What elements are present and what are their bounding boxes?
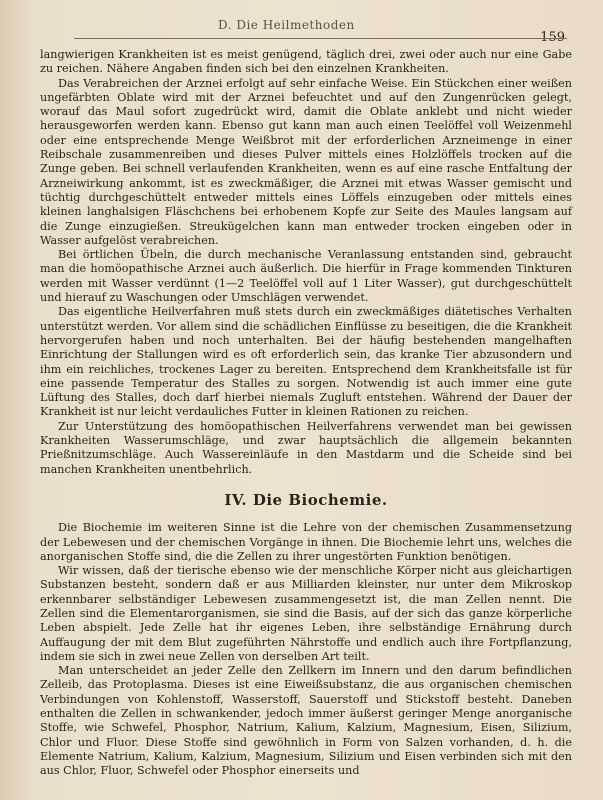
- page-body: [40, 48, 572, 779]
- paragraph: Man unterscheidet an jeder Zelle den Zellkern im Innern und den darum befindlichen Zelleib, das Protoplasma. Dieses ist eine Eiweißsubstanz, die aus organischen chemischen Verbindungen von Kohlenstoff, Wasserstoff, Sauerstoff und Stickstoff besteht. Daneben enthalten die Zellen in schwankender, jedoch immer äußerst geringer Menge anorganische Stoffe, wie Schwefel, Phosphor, Natrium, Kalium, Kalzium, Magnesium, Eisen, Silizium, Chlor und Fluor. Diese Stoffe sind gewöhnlich in Form von Salzen vorhanden, d. h. die Elemente Natrium, Kalium, Kalzium, Magnesium, Silizium und Eisen verbinden sich mit den aus Chlor, Fluor, Schwefel oder Phosphor einerseits und: [40, 664, 572, 778]
- paragraph: langwierigen Krankheiten ist es meist genügend, täglich drei, zwei oder auch nur eine Gabe zu reichen. Nähere Angaben finden sich bei den einzelnen Krankheiten.: [40, 48, 572, 76]
- paragraph: Das Verabreichen der Arznei erfolgt auf sehr einfache Weise. Ein Stückchen einer weißen ungefärbten Oblate wird mit der Arznei befeuchtet und auf den Zungenrücken gelegt, worauf das Maul sofort zugedrückt wird, damit die Oblate anklebt und nicht wieder herausgeworfen werden kann. Ebenso gut kann man auch einen Teelöffel voll Weizenmehl oder eine entsprechende Menge Weißbrot mit der erforderlichen Arzneimenge in einer Reibschale zusammenreiben und dieses Pulver mittels eines Holzlöffels trocken auf die Zunge geben. Bei schnell verlaufenden Krankheiten, wenn es auf eine rasche Entfaltung der Arzneiwirkung ankommt, ist es zweckmäßiger, die Arznei mit etwas Wasser gemischt und tüchtig durchgeschüttelt entweder mittels eines Löffels einzugeben oder mittels eines kleinen langhalsigen Fläschchens bei erhobenem Kopfe zur Seite des Maules langsam auf die Zunge einzugießen. Streukügelchen kann man entweder trocken eingeben oder in Wasser aufgelöst verabreichen.: [40, 76, 572, 247]
- page-header: [0, 14, 603, 45]
- paragraph: Zur Unterstützung des homöopathischen Heilverfahrens verwendet man bei gewissen Krankheiten Wasserumschläge, und zwar hauptsächlich die allgemein bekannten Prießnitzumschläge. Auch Wassereinläufe in den Mastdarm und die Scheide sind bei manchen Krankheiten unentbehrlich.: [40, 419, 572, 476]
- header-rule: [74, 38, 567, 39]
- paragraph: Die Biochemie im weiteren Sinne ist die Lehre von der chemischen Zusammensetzung der Lebewesen und der chemischen Vorgänge in ihnen. Die Biochemie lehrt uns, welches die anorganischen Stoffe sind, die die Zellen zu ihrer ungestörten Funktion benötigen.: [40, 521, 572, 563]
- section-heading: IV. Die Biochemie.: [224, 490, 388, 509]
- page-number: 159: [540, 30, 565, 45]
- running-head: D. Die Heilmethoden: [218, 18, 355, 32]
- paragraph: Bei örtlichen Übeln, die durch mechanische Veranlassung entstanden sind, gebraucht man die homöopathische Arznei auch äußerlich. Die hierfür in Frage kommenden Tinkturen werden mit Wasser verdünnt (1—2 Teelöffel voll auf 1 Liter Wasser), gut durchgeschüttelt und hierauf zu Waschungen oder Umschlägen verwendet.: [40, 248, 572, 305]
- paragraph: Wir wissen, daß der tierische ebenso wie der menschliche Körper nicht aus gleichartigen Substanzen besteht, sondern daß er aus Milliarden kleinster, nur unter dem Mikroskop erkennbarer selbständiger Lebewesen zusammengesetzt ist, die man Zellen nennt. Die Zellen sind die Elementarorganismen, sie sind die Basis, auf der sich das ganze körperliche Leben abspielt. Jede Zelle hat ihr eigenes Leben, ihre selbständige Ernährung durch Auffaugung der mit dem Blut zugeführten Nährstoffe und endlich auch ihre Fortpflanzung, indem sie sich in zwei neue Zellen von derselben Art teilt.: [40, 564, 572, 663]
- paragraph: Das eigentliche Heilverfahren muß stets durch ein zweckmäßiges diätetisches Verhalten unterstützt werden. Vor allem sind die schädlichen Einflüsse zu beseitigen, die die Krankheit hervorgerufen haben und noch unterhalten. Bei der häufig bestehenden mangelhaften Einrichtung der Stallungen wird es oft erforderlich sein, das kranke Tier abzusondern und ihm ein reichliches, trockenes Lager zu bereiten. Entsprechend dem Krankheitsfalle ist für eine passende Temperatur des Stalles zu sorgen. Notwendig ist auch immer eine gute Lüftung des Stalles, doch darf hierbei niemals Zugluft entstehen. Während der Dauer der Krankheit ist nur leicht verdauliches Futter in kleinen Rationen zu reichen.: [40, 305, 572, 419]
